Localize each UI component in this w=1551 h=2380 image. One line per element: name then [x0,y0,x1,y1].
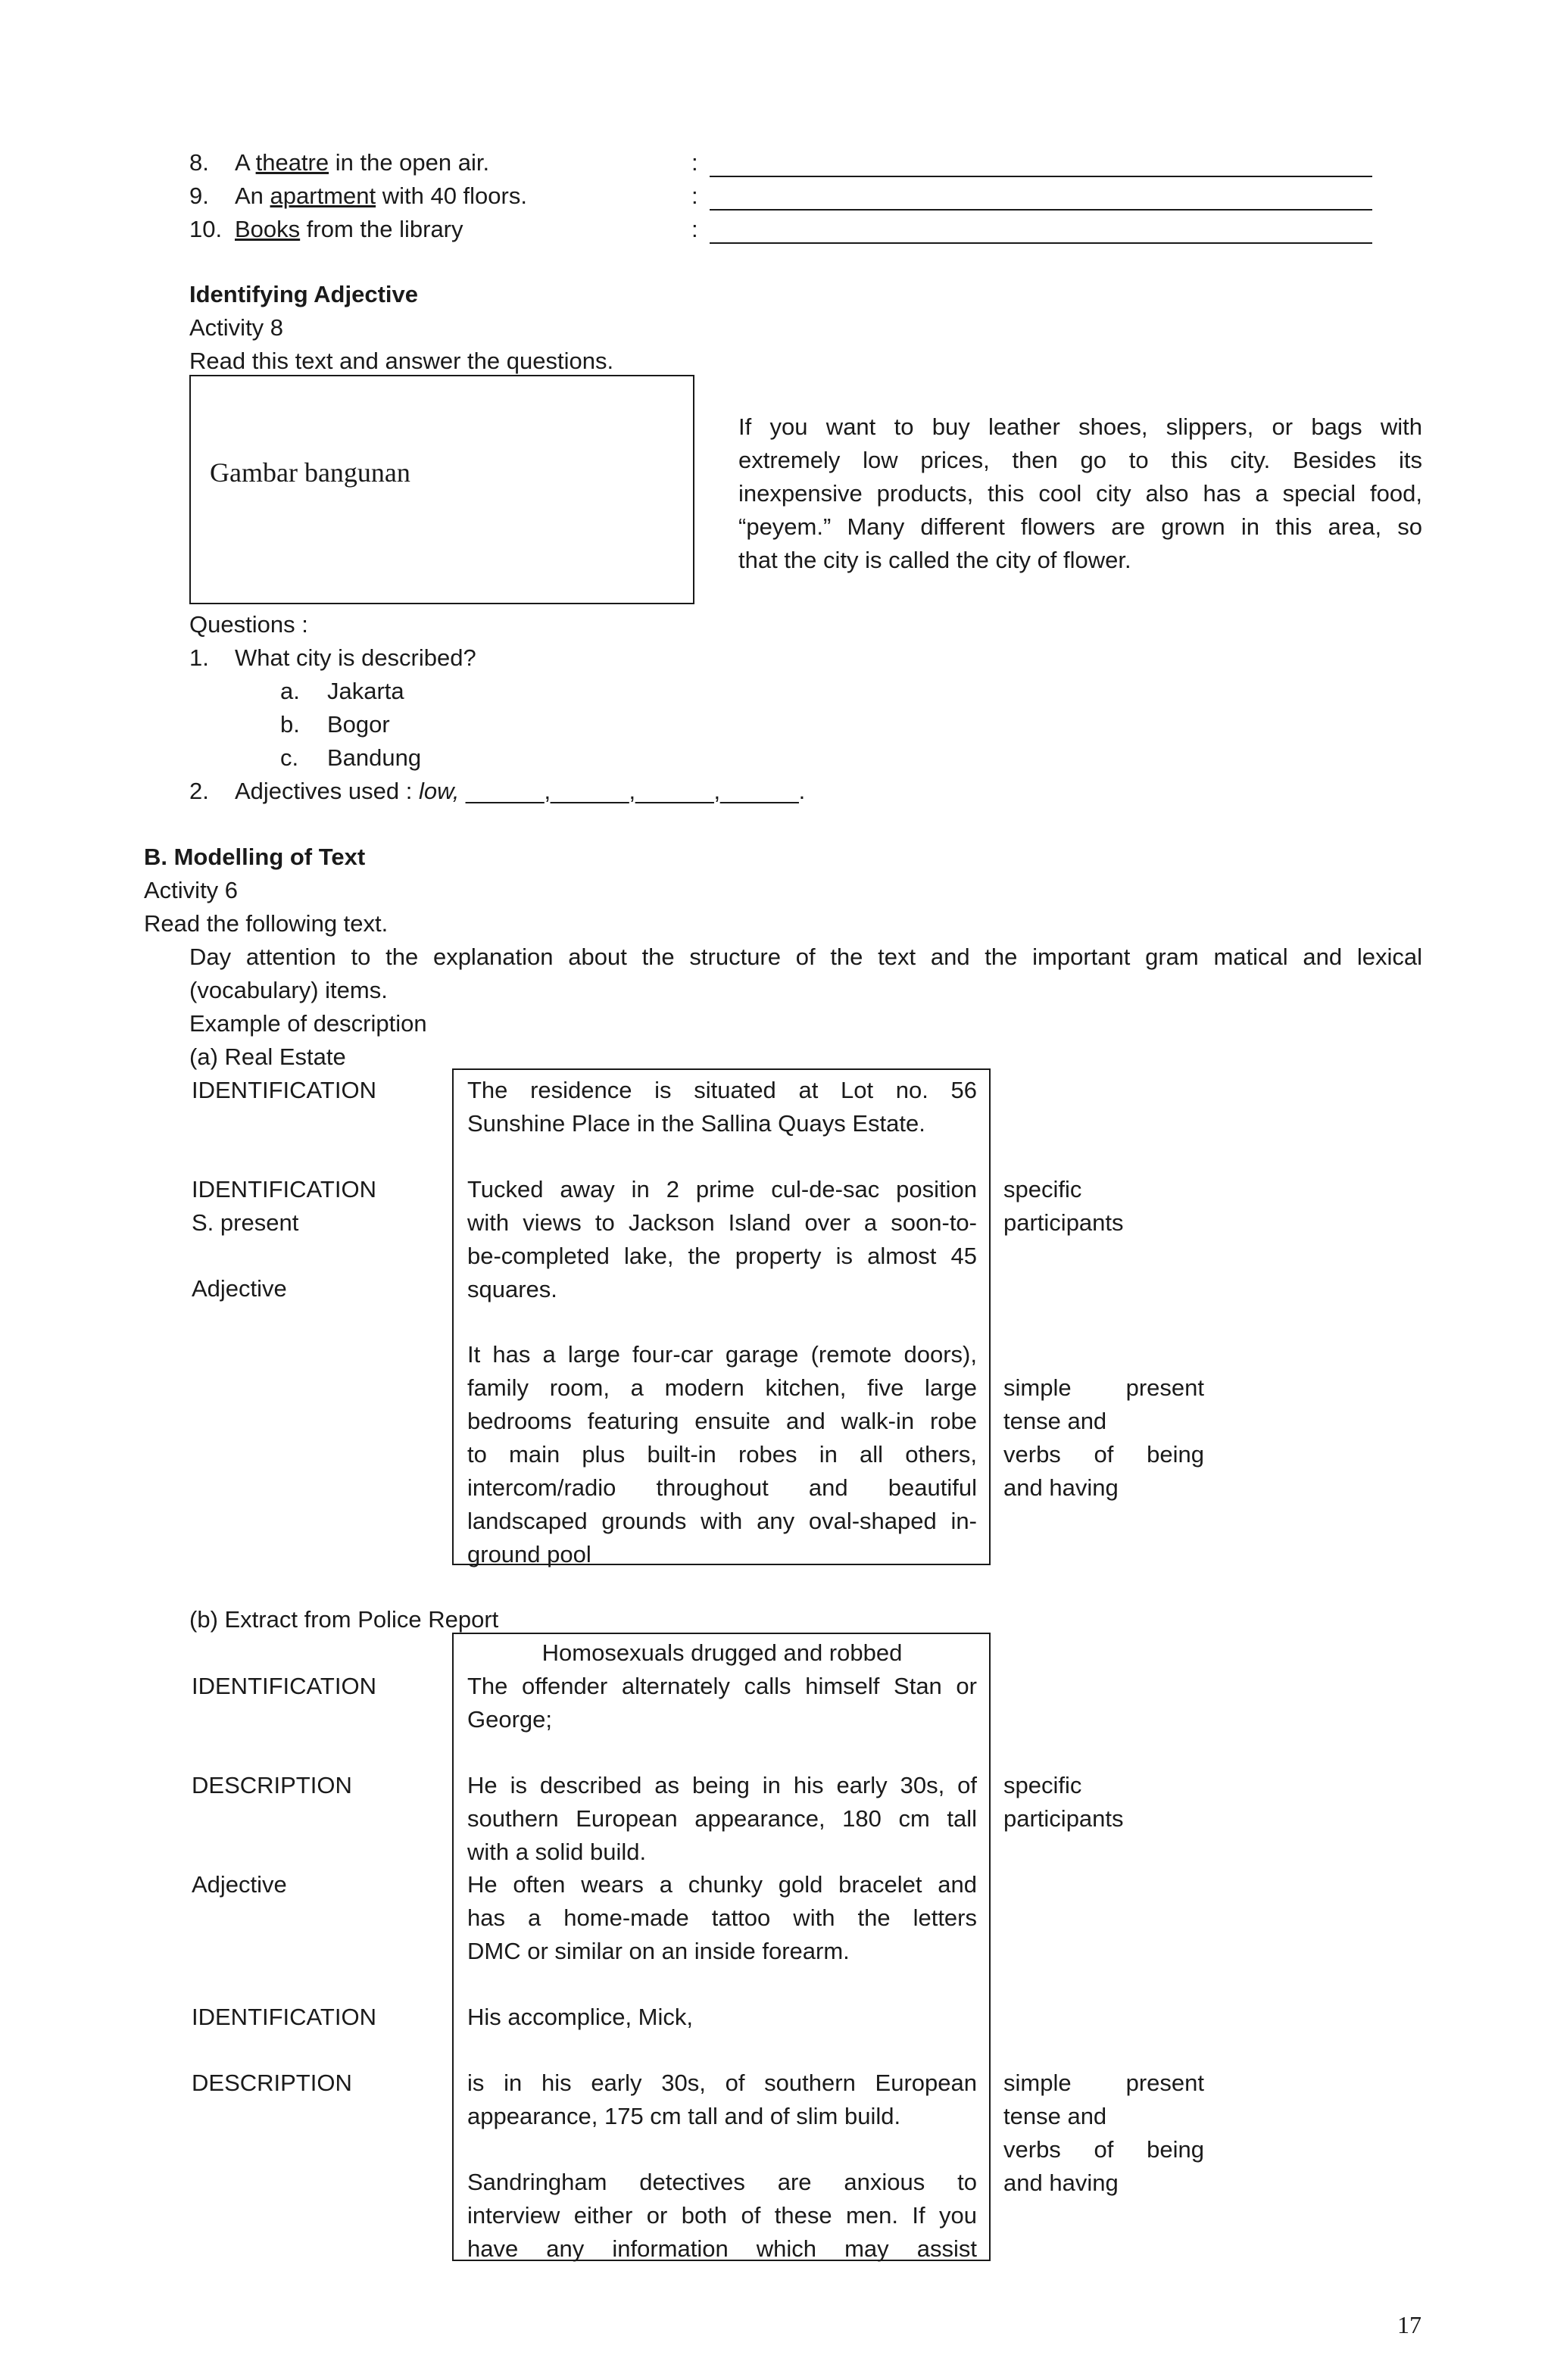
real-estate-p3 [467,1338,977,1571]
real-estate-note-2 [1003,1371,1204,1505]
box-line: be-completed lake, the property is almost 45 [467,1243,977,1269]
box-line: to main plus built-in robes in all others, [467,1441,977,1468]
police-note-1 [1003,1769,1204,1836]
box-line: The residence is situated at Lot no. 56 [467,1077,977,1103]
item-colon: : [691,182,698,209]
box-line: George; [467,1706,553,1733]
police-note-2 [1003,2067,1204,2200]
passage-line: inexpensive products, this cool city also has a special food, [738,480,1422,507]
box-line: He is described as being in his early 30s, of [467,1772,977,1798]
box-line: Tucked away in 2 prime cul-de-sac position [467,1176,977,1202]
box-line: The offender alternately calls himself Stan or [467,1673,977,1699]
option-text[interactable]: Bogor [327,711,390,738]
stage-label: Adjective [192,1275,287,1302]
item-keyword: theatre [255,149,329,176]
box-line: His accomplice, Mick, [467,2004,693,2030]
item-post: in the open air. [329,149,490,176]
real-estate-p1 [467,1074,977,1140]
box-line: intercom/radio throughout and beautiful [467,1474,977,1501]
box-line: interview either or both of these men. If you [467,2202,977,2229]
paragraph-line: (vocabulary) items. [189,977,388,1003]
instruction: Read the following text. [144,910,389,937]
box-line: bedrooms featuring ensuite and walk-in robe [467,1408,977,1434]
answer-line[interactable] [710,209,1372,211]
box-line: He often wears a chunky gold bracelet and [467,1871,977,1898]
police-p2 [467,1769,977,1869]
box-line: has a home-made tattoo with the letters [467,1904,977,1931]
question-text [235,775,805,808]
option-letter: a. [280,678,300,704]
question-number: 1. [189,644,209,671]
question-number: 2. [189,778,209,804]
note-line: simple present [1003,1374,1204,1401]
note-line: verbs of being [1003,1441,1204,1468]
question-prompt: Adjectives used : [235,778,419,804]
passage-line: If you want to buy leather shoes, slippers, or bags with [738,413,1422,440]
box-line: with a solid build. [467,1839,647,1865]
stage-label: Adjective [192,1871,287,1898]
example-label: Example of description [189,1010,427,1037]
note-line: and having [1003,2169,1119,2196]
item-keyword: apartment [270,182,376,209]
section-heading: Identifying Adjective [189,281,419,307]
police-p3 [467,1868,977,1968]
stage-label: DESCRIPTION [192,1772,352,1798]
box-line: DMC or similar on an inside forearm. [467,1938,850,1964]
example-adjective: low, [418,778,460,804]
item-colon: : [691,216,698,242]
police-p1 [467,1670,977,1736]
page-number: 17 [1397,2311,1421,2338]
note-line: simple present [1003,2070,1204,2096]
box-line: squares. [467,1276,557,1302]
note-line: tense and [1003,2103,1107,2129]
item-pre: A [235,149,256,176]
stage-label: IDENTIFICATION [192,1673,376,1699]
note-line: specific [1003,1176,1082,1202]
note-line: verbs of being [1003,2136,1204,2163]
note-line: tense and [1003,1408,1107,1434]
item-keyword: Books [235,216,301,242]
item-post: from the library [300,216,463,242]
box-line: with views to Jackson Island over a soon-to- [467,1209,977,1236]
item-text [235,146,489,179]
note-line: participants [1003,1805,1124,1832]
report-title: Homosexuals drugged and robbed [541,1639,903,1666]
subsection-label: (b) Extract from Police Report [189,1606,499,1633]
box-line: ground pool [467,1541,591,1567]
box-line: family room, a modern kitchen, five large [467,1374,977,1401]
item-text [235,179,527,213]
activity-label: Activity 8 [189,314,284,341]
note-line: participants [1003,1209,1124,1236]
option-letter: c. [280,744,299,771]
item-post: with 40 floors. [376,182,527,209]
option-text[interactable]: Jakarta [327,678,404,704]
box-line: It has a large four-car garage (remote doors), [467,1341,977,1368]
item-number: 10. [189,216,223,242]
question-text: What city is described? [235,644,476,671]
passage-line: that the city is called the city of flower. [738,547,1131,573]
section-heading: B. Modelling of Text [144,844,366,870]
box-line: is in his early 30s, of southern European [467,2070,977,2096]
item-text [235,213,463,246]
passage [738,410,1422,577]
stage-label: IDENTIFICATION [192,1176,376,1202]
box-line: landscaped grounds with any oval-shaped in- [467,1508,977,1534]
image-placeholder-box [189,375,694,604]
attention-paragraph [189,940,1422,1007]
note-line: specific [1003,1772,1082,1798]
answer-line[interactable] [710,242,1372,244]
box-line: have any information which may assist [467,2235,977,2262]
item-pre: An [235,182,270,209]
stage-label: IDENTIFICATION [192,1077,376,1103]
police-p4 [467,2001,977,2034]
note-line: and having [1003,1474,1119,1501]
stage-label: S. present [192,1209,299,1236]
passage-line: “peyem.” Many different flowers are grown in this area, so [738,513,1422,540]
item-number: 8. [189,149,209,176]
questions-label: Questions : [189,611,308,638]
paragraph-line: Day attention to the explanation about the structure of the text and the important gram matical and lexical [189,944,1422,970]
option-text[interactable]: Bandung [327,744,422,771]
instruction: Read this text and answer the questions. [189,348,614,374]
answer-line[interactable] [710,176,1372,177]
box-line: Sunshine Place in the Sallina Quays Estate. [467,1110,925,1137]
stage-label: DESCRIPTION [192,2070,352,2096]
stage-label: IDENTIFICATION [192,2004,376,2030]
passage-line: extremely low prices, then go to this city. Besides its [738,447,1422,473]
activity-label: Activity 6 [144,877,239,903]
subsection-label: (a) Real Estate [189,1043,346,1070]
real-estate-p2 [467,1173,977,1306]
box-line: appearance, 175 cm tall and of slim build. [467,2103,901,2129]
answer-blanks[interactable]: ______,______,______,______. [459,778,806,804]
option-letter: b. [280,711,300,738]
real-estate-note-1 [1003,1173,1204,1240]
item-number: 9. [189,182,209,209]
police-p5 [467,2067,977,2133]
image-placeholder-text: Gambar bangunan [210,457,410,488]
police-p6 [467,2166,977,2266]
item-colon: : [691,149,698,176]
box-line: southern European appearance, 180 cm tall [467,1805,977,1832]
box-line: Sandringham detectives are anxious to [467,2169,977,2195]
